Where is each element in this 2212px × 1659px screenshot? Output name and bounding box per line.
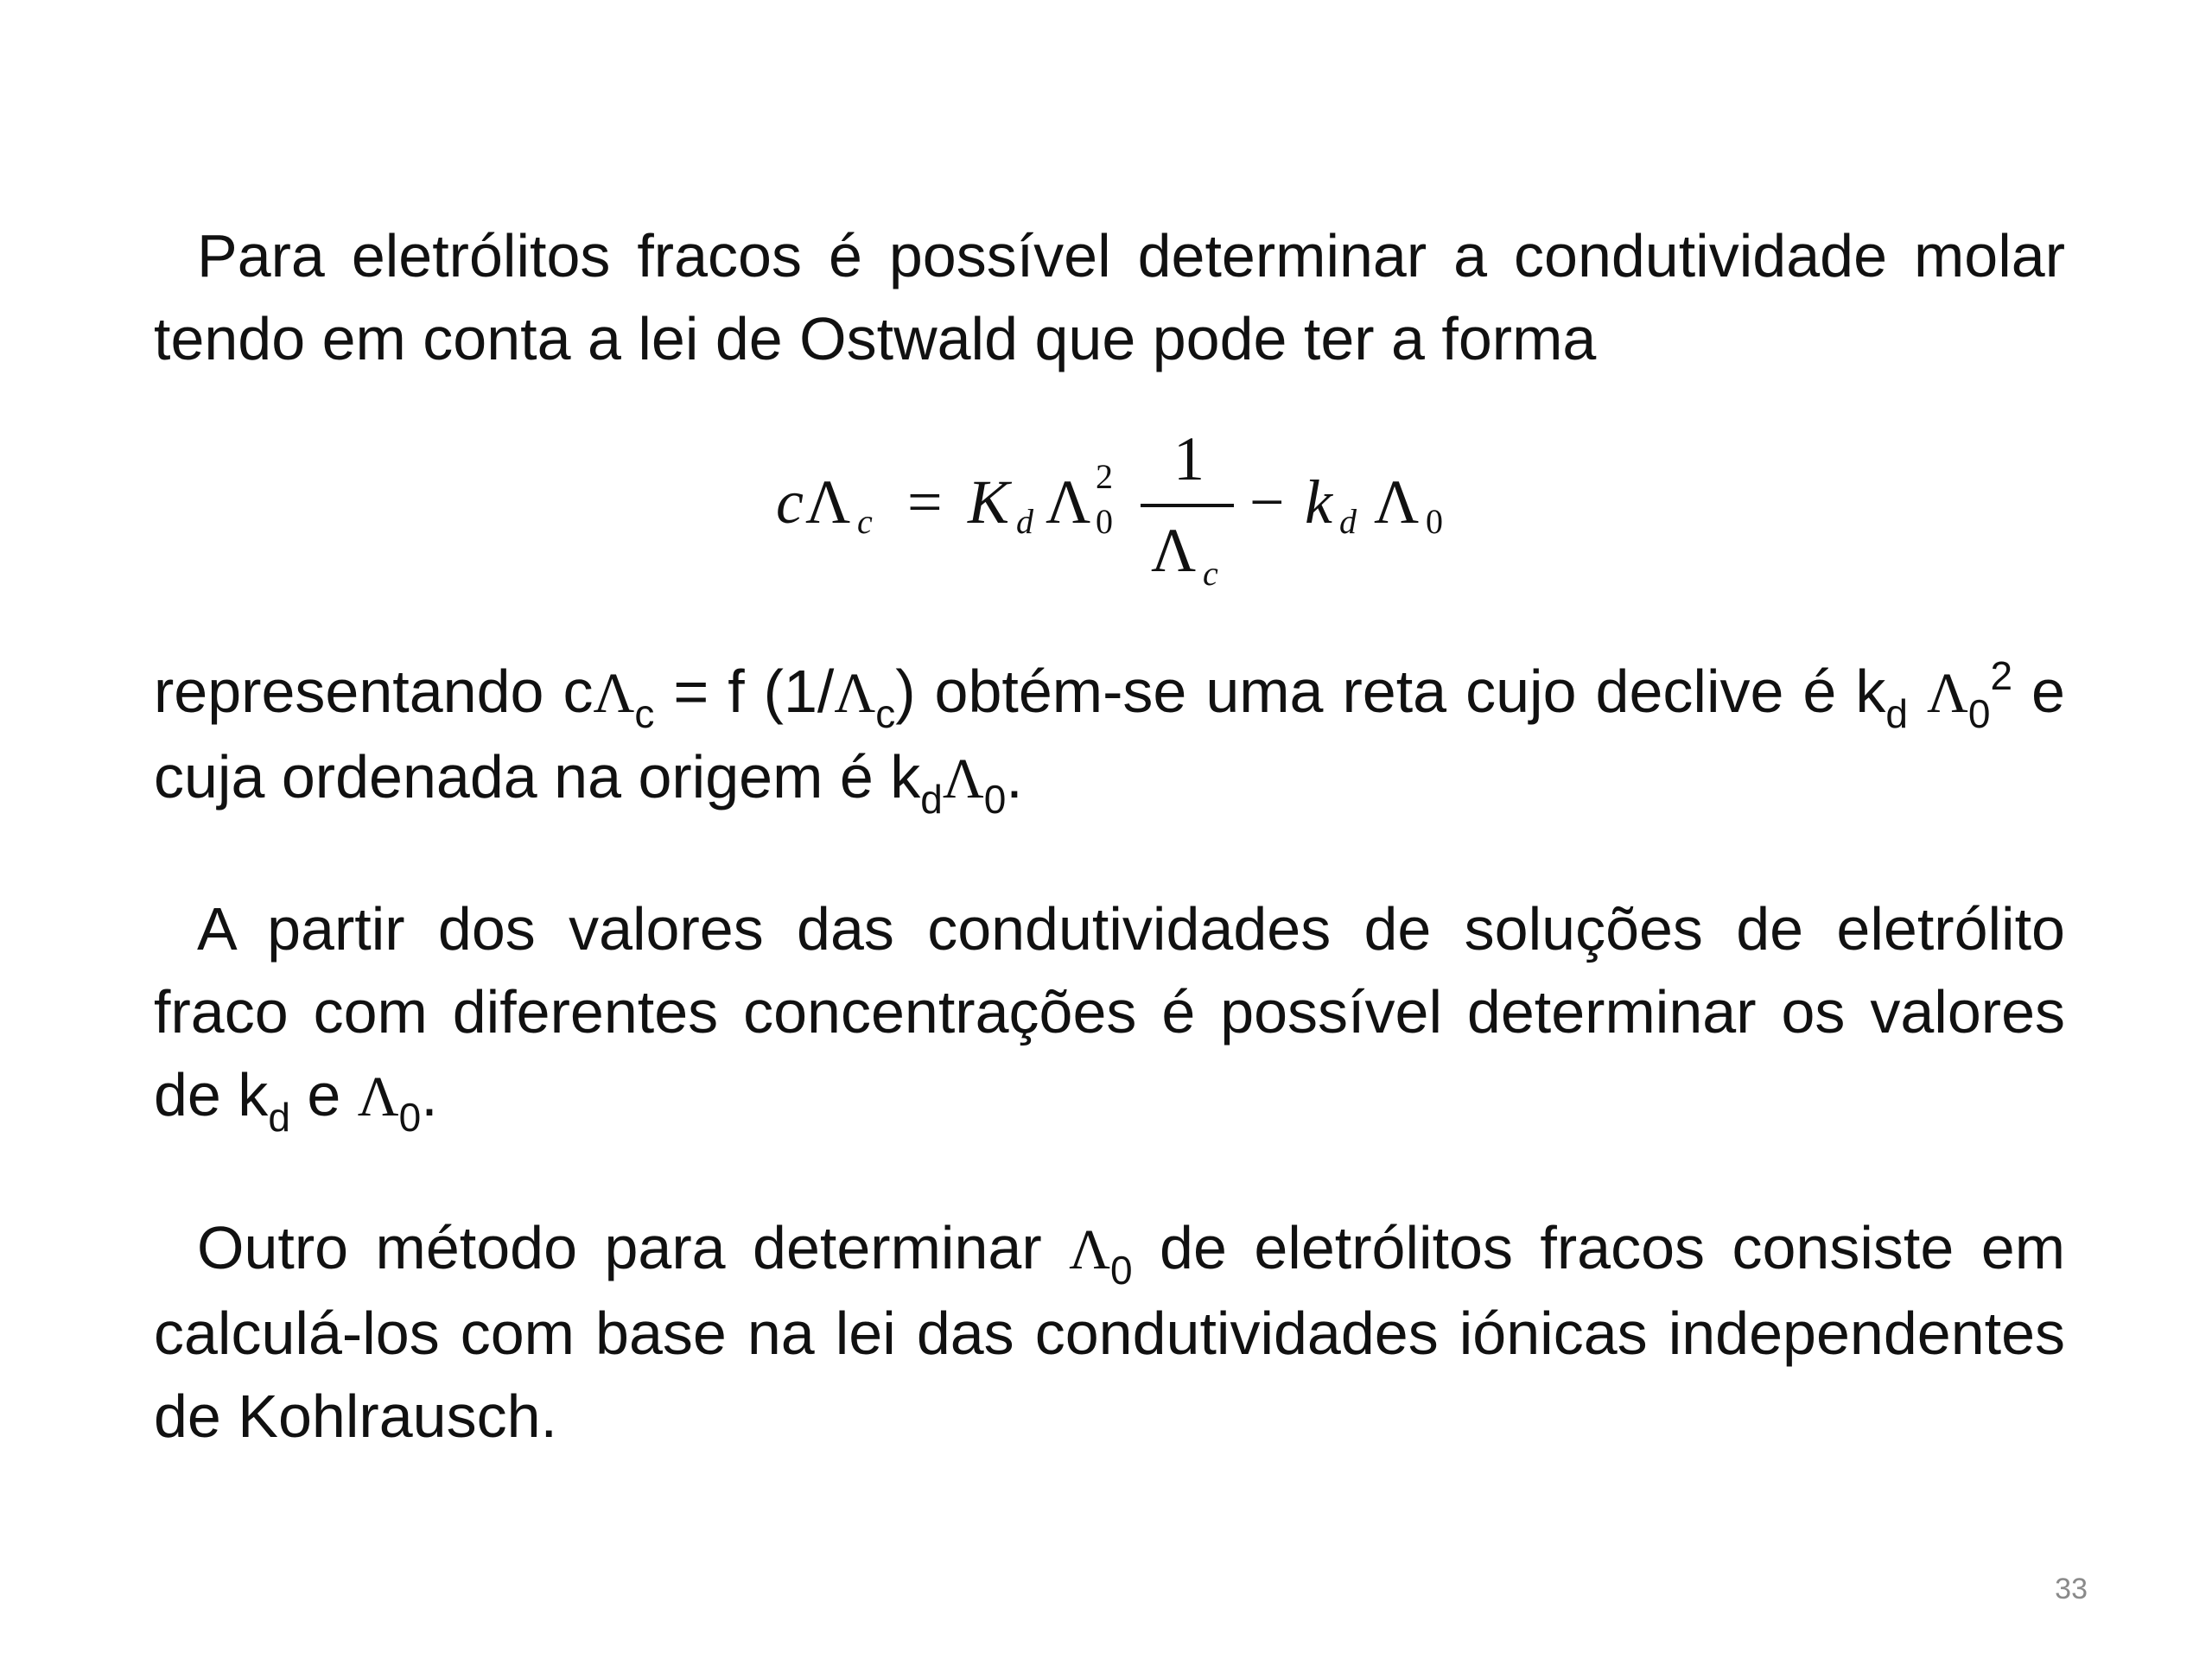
p2-sup-2: 2	[1990, 653, 2013, 698]
eq-denominator-lambda: Λ	[1151, 516, 1197, 585]
p2-text-4	[1908, 658, 1927, 725]
p2-lambda-2: Λ	[834, 662, 876, 725]
p2-text-5: e cuja ordenada na origem é k	[154, 658, 2065, 810]
p4-text-1: Outro método para determinar	[197, 1214, 1070, 1281]
eq-k-sub-d: d	[1339, 502, 1357, 541]
p2-text-2: = f (1/	[654, 658, 835, 725]
p2-sub-c-1: c	[634, 691, 655, 736]
p2-sub-d-2: d	[920, 777, 943, 822]
p3-text-1: A partir dos valores das condutividades de soluções de eletrólito fraco com diferentes concentrações é possível determinar os valores de k	[154, 895, 2065, 1128]
eq-denominator-sub-c: c	[1203, 554, 1218, 593]
p2-sub-0-1: 0	[1967, 691, 1991, 736]
eq-lambda-0b: Λ	[1374, 467, 1420, 537]
eq-lambda-0: Λ	[1046, 467, 1091, 537]
p2-lambda-1: Λ	[593, 662, 635, 725]
eq-numerator: 1	[1173, 424, 1205, 493]
p2-sub-c-2: c	[875, 691, 896, 736]
eq-sub-c: c	[857, 502, 873, 541]
p4-sub-0: 0	[1109, 1248, 1133, 1293]
p2-text-1: representando c	[154, 658, 594, 725]
p3-sub-0: 0	[398, 1095, 422, 1140]
eq-sub-d: d	[1016, 502, 1033, 541]
p3-text-2: e	[289, 1061, 358, 1128]
paragraph-linear-plot	[154, 650, 2065, 821]
p2-sub-0-2: 0	[983, 777, 1007, 822]
p2-text-6: .	[1006, 743, 1023, 810]
paragraph-kohlrausch	[154, 1206, 2065, 1458]
p3-text-3: .	[421, 1061, 438, 1128]
p2-lambda-3: Λ	[1926, 662, 1968, 725]
eq-sub-0: 0	[1096, 502, 1113, 541]
eq-k: k	[1305, 467, 1332, 537]
eq-equals: =	[907, 467, 943, 537]
paragraph-ostwald-intro-text: Para eletrólitos fracos é possível determinar a condutividade molar tendo em conta a lei de Ostwald que pode ter a forma	[154, 222, 2065, 372]
p3-lambda: Λ	[357, 1065, 399, 1128]
p2-text-3: ) obtém-se uma reta cujo declive é k	[895, 658, 1886, 725]
eq-minus: −	[1249, 467, 1285, 537]
p2-sub-d-1: d	[1885, 691, 1908, 736]
p4-text-2: de eletrólitos fracos consiste em calculá-los com base na lei das condutividades iónicas independentes de Kohlrausch.	[154, 1214, 2065, 1450]
page-number: 33	[2055, 1573, 2088, 1605]
eq-lambda-c: Λ	[805, 467, 851, 537]
eq-sup-2: 2	[1096, 457, 1113, 496]
paragraph-conductivity-values	[154, 887, 2065, 1139]
ostwald-equation	[760, 415, 1469, 605]
fraction-bar	[1141, 504, 1234, 507]
p4-lambda: Λ	[1069, 1218, 1110, 1281]
eq-c: c	[776, 467, 804, 537]
eq-sub-0b: 0	[1426, 502, 1443, 541]
p3-sub-d: d	[268, 1095, 290, 1140]
paragraph-ostwald-intro	[154, 214, 2065, 380]
p2-lambda-4: Λ	[942, 747, 984, 810]
eq-K: K	[968, 467, 1010, 537]
